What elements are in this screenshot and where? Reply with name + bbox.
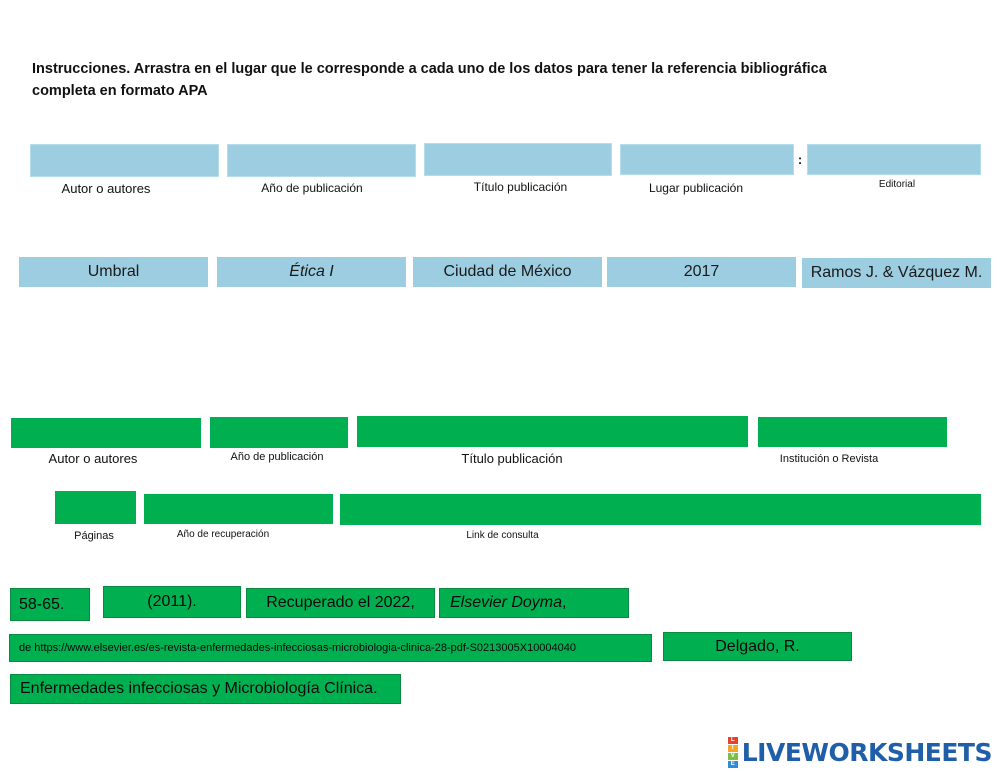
instructions [32,58,892,102]
drop-slot-article-year[interactable] [210,417,348,448]
label-book-author: Autor o autores [61,181,151,196]
logo-letter-i: I [728,745,738,752]
tile-author-delgado[interactable]: Delgado, R. [663,632,852,661]
label-article-link: Link de consulta [466,530,539,541]
tile-journal-title[interactable] [10,674,401,704]
logo-letter-v: V [728,753,738,760]
tile-ramos-vazquez[interactable]: Ramos J. & Vázquez M. [802,258,991,288]
tile-link[interactable]: de https://www.elsevier.es/es-revista-enfermedades-infecciosas-microbiologia-clinica-28-pdf-S0213005X10004040 [9,634,652,662]
logo-letter-l: L [728,737,738,744]
label-article-journal: Institución o Revista [779,453,879,465]
tile-ciudad-de-mexico[interactable]: Ciudad de México [413,257,602,287]
instructions-line-2: completa en formato APA [32,83,208,99]
label-book-title: Título publicación [473,180,568,194]
tile-publisher-suffix: , [562,594,567,611]
drop-slot-book-place[interactable] [620,144,794,175]
label-article-pages: Páginas [74,530,114,542]
logo-grid-icon [728,737,738,768]
drop-slot-book-year[interactable] [227,144,416,177]
tile-journal-title-suffix: . [373,680,378,697]
tile-2017[interactable]: 2017 [607,257,796,287]
colon-separator: : [797,152,803,167]
label-article-retrieved: Año de recuperación [176,529,270,540]
tile-journal-title-text: Enfermedades infecciosas y Microbiología Clínica [20,680,374,697]
drop-slot-article-title[interactable] [357,416,748,447]
label-book-year: Año de publicación [261,181,363,195]
tile-year-2011[interactable]: (2011). [103,586,241,618]
tile-retrieved[interactable]: Recuperado el 2022, [246,588,435,618]
logo-wordmark: LIVEWORKSHEETS [741,737,992,767]
drop-slot-article-author[interactable] [11,418,201,448]
drop-slot-article-pages[interactable] [55,491,136,524]
tile-publisher[interactable] [439,588,629,618]
drop-slot-article-link[interactable] [340,494,981,525]
instructions-line-1: Instrucciones. Arrastra en el lugar que le corresponde a cada uno de los datos para tener la referencia bibliográfica [32,61,827,77]
logo-letter-e: E [728,761,738,768]
label-book-place: Lugar publicación [648,181,744,195]
tile-publisher-name: Elsevier Doyma [450,594,563,611]
label-book-publisher: Editorial [878,179,916,190]
tile-etica[interactable]: Ética I [217,257,406,287]
liveworksheets-logo [728,736,992,768]
drop-slot-book-title[interactable] [424,143,612,176]
tile-umbral[interactable]: Umbral [19,257,208,287]
drop-slot-article-retrieved[interactable] [144,494,333,524]
drop-slot-book-author[interactable] [30,144,219,177]
label-article-author: Autor o autores [48,451,138,466]
label-article-title: Título publicación [461,451,563,466]
tile-pages[interactable]: 58-65. [10,588,90,621]
drop-slot-article-journal[interactable] [758,417,947,447]
label-article-year: Año de publicación [230,451,324,463]
drop-slot-book-publisher[interactable] [807,144,981,175]
